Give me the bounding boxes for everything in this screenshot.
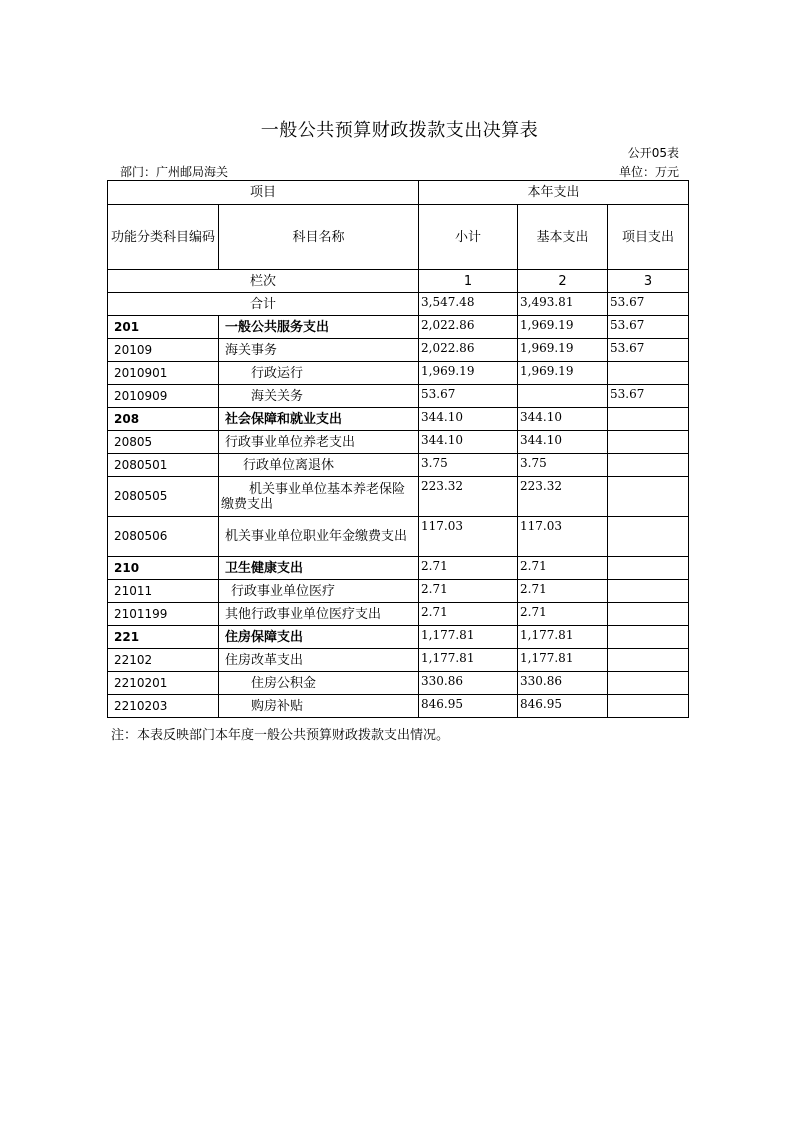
row-code: 208 <box>108 408 219 431</box>
table-row <box>108 557 689 580</box>
row-project <box>608 517 689 557</box>
table-row <box>108 695 689 718</box>
form-number: 公开05表 <box>627 146 679 160</box>
row-project <box>608 362 689 385</box>
row-code: 22102 <box>108 649 219 672</box>
row-subtotal: 1,177.81 <box>419 626 518 649</box>
row-subtotal: 117.03 <box>419 517 518 557</box>
row-subtotal: 2.71 <box>419 557 518 580</box>
column-index-3: 3 <box>608 270 689 293</box>
row-basic: 344.10 <box>518 408 608 431</box>
row-name: 其他行政事业单位医疗支出 <box>219 603 419 626</box>
row-name: 一般公共服务支出 <box>219 316 419 339</box>
row-project <box>608 580 689 603</box>
column-index-row <box>108 270 689 293</box>
row-code: 2080505 <box>108 477 219 517</box>
table-row <box>108 431 689 454</box>
row-basic: 2.71 <box>518 603 608 626</box>
row-name: 机关事业单位职业年金缴费支出 <box>219 517 419 557</box>
row-basic: 1,969.19 <box>518 362 608 385</box>
row-subtotal: 2.71 <box>419 580 518 603</box>
row-basic: 1,177.81 <box>518 626 608 649</box>
row-project <box>608 695 689 718</box>
header-project: 项目支出 <box>608 205 689 270</box>
row-subtotal: 2,022.86 <box>419 316 518 339</box>
row-subtotal: 1,969.19 <box>419 362 518 385</box>
table-row <box>108 454 689 477</box>
total-label: 合计 <box>108 293 419 316</box>
row-project: 53.67 <box>608 339 689 362</box>
header-name: 科目名称 <box>219 205 419 270</box>
table-row <box>108 580 689 603</box>
row-subtotal: 344.10 <box>419 408 518 431</box>
table-row <box>108 649 689 672</box>
row-name: 住房改革支出 <box>219 649 419 672</box>
row-project <box>608 431 689 454</box>
row-subtotal: 846.95 <box>419 695 518 718</box>
row-project <box>608 477 689 517</box>
row-code: 2010909 <box>108 385 219 408</box>
row-basic: 330.86 <box>518 672 608 695</box>
total-project: 53.67 <box>608 293 689 316</box>
row-basic <box>518 385 608 408</box>
row-name: 住房公积金 <box>219 672 419 695</box>
header-code: 功能分类科目编码 <box>108 205 219 270</box>
table-row <box>108 408 689 431</box>
row-basic: 117.03 <box>518 517 608 557</box>
column-label: 栏次 <box>108 270 419 293</box>
row-name: 行政事业单位医疗 <box>219 580 419 603</box>
row-code: 20109 <box>108 339 219 362</box>
row-code: 2010901 <box>108 362 219 385</box>
row-project <box>608 408 689 431</box>
row-name: 行政事业单位养老支出 <box>219 431 419 454</box>
table-row <box>108 362 689 385</box>
table-row <box>108 385 689 408</box>
row-name: 社会保障和就业支出 <box>219 408 419 431</box>
row-project: 53.67 <box>608 385 689 408</box>
table-row <box>108 626 689 649</box>
expenditure-table <box>107 180 689 718</box>
row-name: 行政单位离退休 <box>219 454 419 477</box>
row-basic: 2.71 <box>518 580 608 603</box>
row-code: 221 <box>108 626 219 649</box>
table-row <box>108 517 689 557</box>
row-basic: 2.71 <box>518 557 608 580</box>
row-subtotal: 344.10 <box>419 431 518 454</box>
header-current-year: 本年支出 <box>419 181 689 205</box>
row-project <box>608 649 689 672</box>
header-row-1 <box>108 181 689 205</box>
row-code: 2101199 <box>108 603 219 626</box>
row-basic: 1,969.19 <box>518 339 608 362</box>
row-basic: 1,177.81 <box>518 649 608 672</box>
row-code: 2080506 <box>108 517 219 557</box>
unit-label: 单位：万元 <box>618 165 679 179</box>
row-subtotal: 3.75 <box>419 454 518 477</box>
total-basic: 3,493.81 <box>518 293 608 316</box>
row-subtotal: 53.67 <box>419 385 518 408</box>
row-name: 卫生健康支出 <box>219 557 419 580</box>
row-project <box>608 454 689 477</box>
document-title: 一般公共预算财政拨款支出决算表 <box>260 120 539 141</box>
row-basic: 344.10 <box>518 431 608 454</box>
row-name: 机关事业单位基本养老保险缴费支出 <box>219 477 419 517</box>
row-subtotal: 1,177.81 <box>419 649 518 672</box>
header-basic: 基本支出 <box>518 205 608 270</box>
total-row <box>108 293 689 316</box>
row-project <box>608 672 689 695</box>
table-row <box>108 316 689 339</box>
table-row <box>108 477 689 517</box>
column-index-2: 2 <box>518 270 608 293</box>
table-row <box>108 603 689 626</box>
row-subtotal: 330.86 <box>419 672 518 695</box>
row-subtotal: 2.71 <box>419 603 518 626</box>
row-code: 201 <box>108 316 219 339</box>
row-project <box>608 603 689 626</box>
row-name: 购房补贴 <box>219 695 419 718</box>
row-code: 210 <box>108 557 219 580</box>
header-item: 项目 <box>108 181 419 205</box>
row-code: 2210203 <box>108 695 219 718</box>
row-project <box>608 557 689 580</box>
row-basic: 3.75 <box>518 454 608 477</box>
row-name: 住房保障支出 <box>219 626 419 649</box>
row-basic: 223.32 <box>518 477 608 517</box>
department-label: 部门：广州邮局海关 <box>120 165 229 179</box>
row-name: 海关事务 <box>219 339 419 362</box>
row-code: 2210201 <box>108 672 219 695</box>
row-subtotal: 223.32 <box>419 477 518 517</box>
row-project: 53.67 <box>608 316 689 339</box>
row-code: 21011 <box>108 580 219 603</box>
header-subtotal: 小计 <box>419 205 518 270</box>
row-name: 海关关务 <box>219 385 419 408</box>
row-basic: 846.95 <box>518 695 608 718</box>
table-row <box>108 339 689 362</box>
row-name: 行政运行 <box>219 362 419 385</box>
table-row <box>108 672 689 695</box>
row-project <box>608 626 689 649</box>
row-subtotal: 2,022.86 <box>419 339 518 362</box>
column-index-1: 1 <box>419 270 518 293</box>
row-basic: 1,969.19 <box>518 316 608 339</box>
row-code: 20805 <box>108 431 219 454</box>
header-row-2 <box>108 205 689 270</box>
table-note: 注：本表反映部门本年度一般公共预算财政拨款支出情况。 <box>111 728 450 743</box>
row-code: 2080501 <box>108 454 219 477</box>
total-subtotal: 3,547.48 <box>419 293 518 316</box>
